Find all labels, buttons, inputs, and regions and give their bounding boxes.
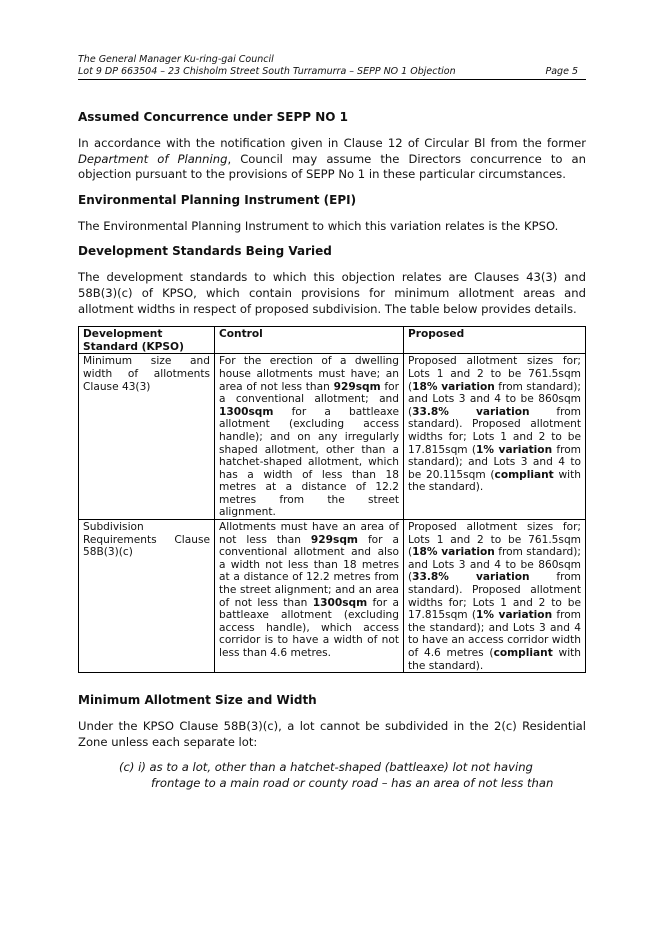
cell-proposed: [404, 354, 586, 520]
column-header-standard: Development Standard (KPSO): [79, 327, 215, 354]
emphasis-text: 929sqm: [310, 533, 358, 546]
table-header-row: [79, 327, 586, 354]
cell-text: from the standard); and Lots 3 and 4 to have an access corridor width of 4.6 metres (: [408, 609, 581, 659]
cell-text: For the erection of a dwelling house allotments must have; an area of not less than: [219, 355, 399, 393]
emphasis-text: compliant: [493, 647, 553, 659]
cell-standard: Minimum size and width of allotments Clause 43(3): [79, 354, 215, 520]
document-page: [78, 54, 586, 792]
quote-line-2: frontage to a main road or county road – has an area of not less than: [151, 775, 554, 790]
cell-text: with the standard).: [408, 647, 581, 672]
cell-control: [215, 520, 404, 673]
quoted-clause: [78, 760, 586, 791]
cell-text: Proposed allotment sizes for; Lots 1 and 2 to be 761.5sqm (: [408, 355, 581, 393]
heading-minimum: Minimum Allotment Size and Width: [78, 693, 317, 708]
cell-text: for a conventional allotment and also a width not less than 18 metres at a distance of 12.2 metres from the street alignment; and an area of not less than: [219, 533, 399, 609]
emphasis-text: 929sqm: [333, 380, 381, 393]
cell-text: from standard); and Lots 3 and 4 to be 860sqm (: [408, 546, 581, 584]
cell-text: Proposed allotment sizes for; Lots 1 and 2 to be 761.5sqm (: [408, 521, 581, 559]
emphasis-text: 1% variation: [476, 443, 553, 456]
cell-text: for a battleaxe allotment (excluding access handle); and on any irregularly shaped allotment, other than a hatchet-shaped allotment, which has a width of less than 18 metres at a distance of 12.2 metres from the street alignment.: [219, 405, 399, 519]
heading-standards: Development Standards Being Varied: [78, 244, 332, 259]
cell-text: with the standard).: [408, 468, 581, 494]
concurrence-text-b: , Council may assume the Directors concurrence to an objection pursuant to the provisions of SEPP No 1 in these particular circumstances.: [78, 151, 586, 182]
concurrence-text-a: In accordance with the notification given in Clause 12 of Circular Bl from the former: [78, 136, 586, 150]
emphasis-text: 18% variation: [412, 380, 495, 393]
page-header: [78, 54, 586, 78]
cell-text: from standard). Proposed allotment widths for; Lots 1 and 2 to be 17.815sqm (: [408, 405, 581, 456]
emphasis-text: compliant: [494, 468, 554, 481]
paragraph-minimum: Under the KPSO Clause 58B(3)(c), a lot cannot be subdivided in the 2(c) Residential Zone unless each separate lot:: [78, 719, 586, 749]
heading-concurrence: Assumed Concurrence under SEPP NO 1: [78, 110, 349, 124]
emphasis-text: 1300sqm: [312, 596, 368, 609]
quote-line-1: (c) i) as to a lot, other than a hatchet-shaped (battleaxe) lot not having: [119, 760, 533, 775]
cell-text: Allotments must have an area of not less than: [219, 521, 399, 546]
column-header-control: Control: [215, 327, 404, 354]
emphasis-text: 33.8% variation: [412, 571, 530, 584]
paragraph-epi: The Environmental Planning Instrument to which this variation relates is the KPSO.: [78, 218, 559, 233]
page-number: Page 5: [545, 66, 578, 77]
emphasis-text: 33.8% variation: [412, 405, 530, 418]
standards-table: [78, 326, 586, 673]
header-rule: [78, 79, 586, 80]
emphasis-text: 1% variation: [476, 609, 553, 622]
cell-proposed: [404, 520, 586, 673]
header-recipient: The General Manager Ku-ring-gai Council: [78, 54, 274, 65]
cell-text: for a battleaxe allotment (excluding access handle), which access corridor is to have a width of not less than 4.6 metres.: [219, 596, 399, 659]
cell-standard: Subdivision Requirements Clause 58B(3)(c): [79, 520, 215, 673]
cell-text: from standard). Proposed allotment widths for; Lots 1 and 2 to be 17.815sqm (: [408, 571, 581, 622]
emphasis-text: 1300sqm: [219, 405, 274, 418]
heading-epi: Environmental Planning Instrument (EPI): [78, 192, 357, 207]
emphasis-text: 18% variation: [412, 546, 495, 559]
column-header-proposed: Proposed: [404, 327, 586, 354]
table-row: [79, 354, 586, 520]
cell-text: from standard); and Lots 3 and 4 to be 860sqm (: [408, 380, 581, 418]
table-row: [79, 520, 586, 673]
paragraph-concurrence: [78, 136, 586, 183]
concurrence-text-em: Department of Planning: [78, 151, 228, 166]
cell-text: from standard); and Lots 3 and 4 to be 20.115sqm (: [408, 443, 581, 481]
cell-control: [215, 354, 404, 520]
header-subject: Lot 9 DP 663504 – 23 Chisholm Street South Turramurra – SEPP NO 1 Objection: [78, 66, 456, 77]
cell-text: for a conventional allotment; and: [219, 380, 399, 406]
paragraph-standards: The development standards to which this objection relates are Clauses 43(3) and 58B(3)(c) of KPSO, which contain provisions for minimum allotment areas and allotment widths in respect of proposed subdivision. The table below provides details.: [78, 270, 586, 316]
